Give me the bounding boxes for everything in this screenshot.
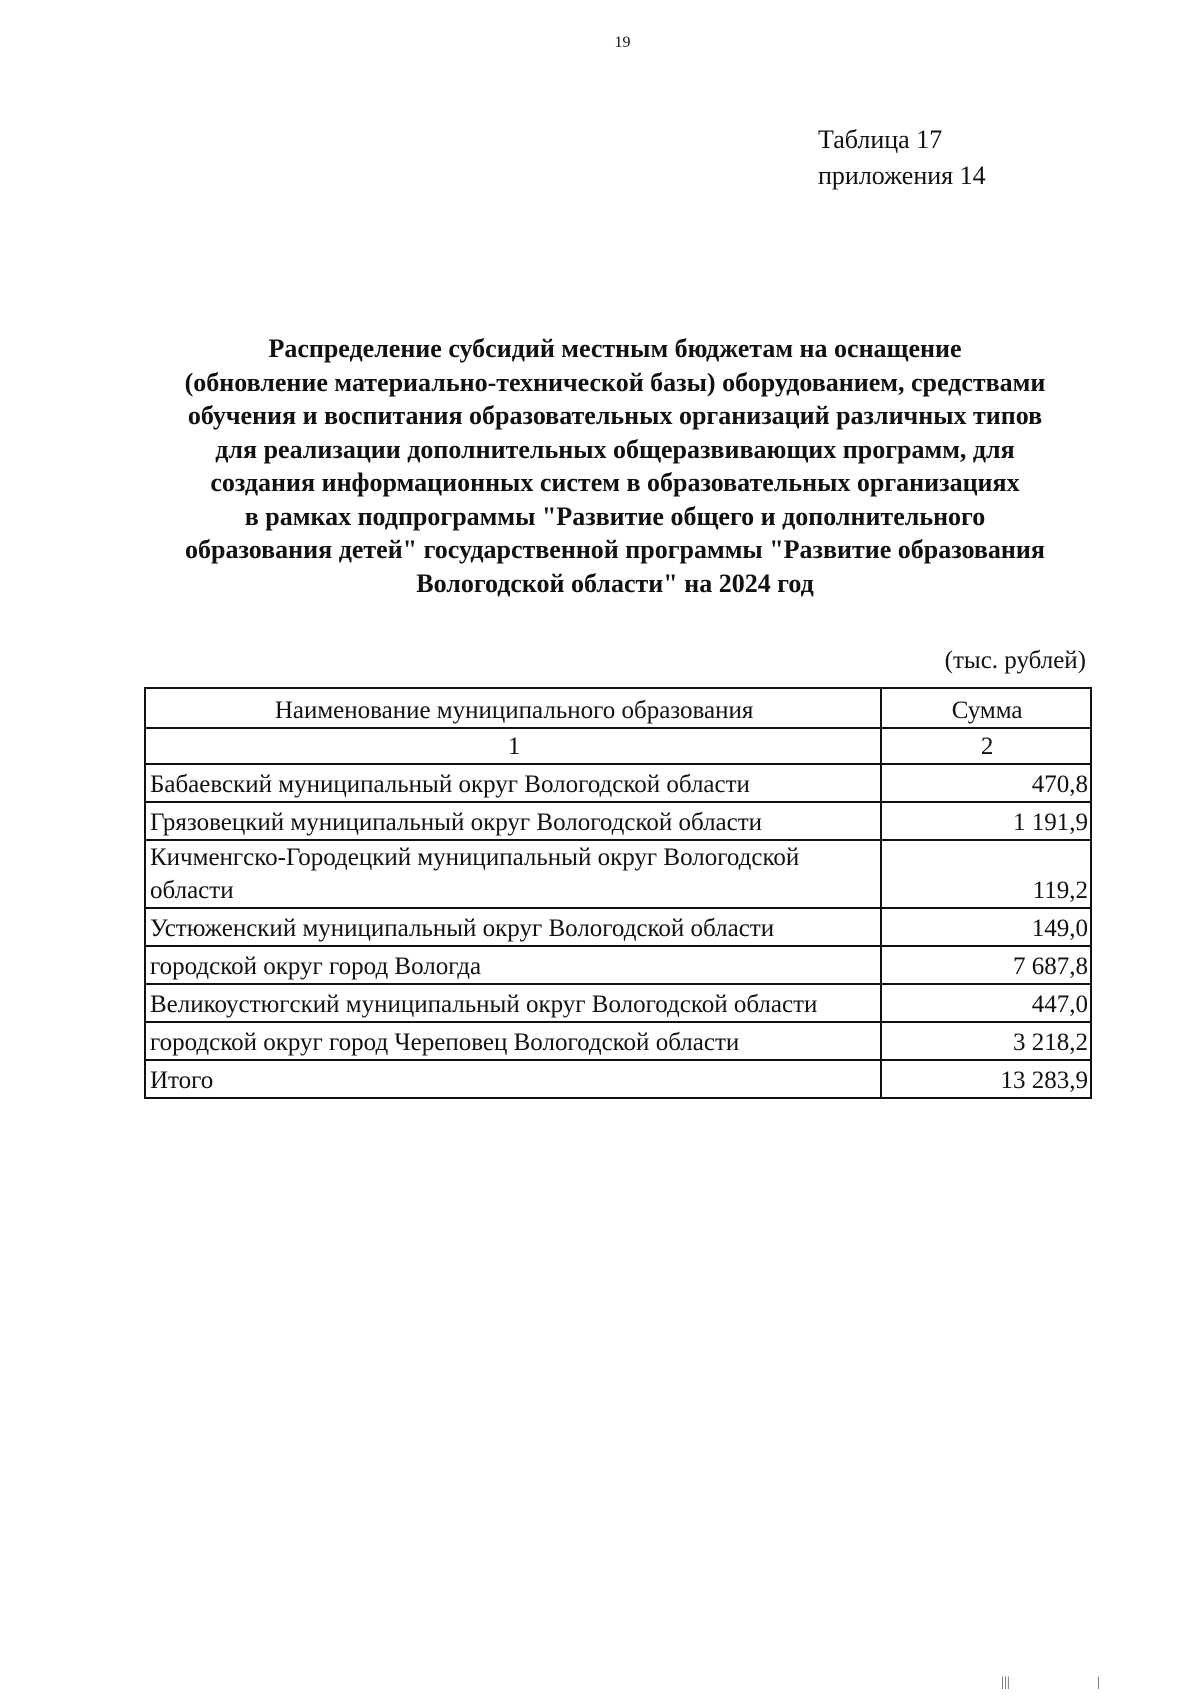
total-row [145, 1060, 1091, 1098]
municipality-name: Устюженский муниципальный округ Вологодской области [145, 908, 881, 946]
document-title [120, 332, 1110, 600]
table-row [145, 764, 1091, 802]
table-reference [818, 122, 986, 194]
subsidy-sum: 447,0 [881, 984, 1091, 1022]
table-row [145, 802, 1091, 840]
subsidy-sum: 1 191,9 [881, 802, 1091, 840]
title-line: образования детей" государственной программы "Развитие образования [185, 535, 1045, 564]
title-line: Вологодской области" на 2024 год [416, 568, 814, 598]
subsidy-sum: 149,0 [881, 908, 1091, 946]
total-sum: 13 283,9 [881, 1060, 1091, 1098]
subsidy-sum: 7 687,8 [881, 946, 1091, 984]
units-label: (тыс. рублей) [944, 647, 1086, 674]
municipality-name: городской округ город Череповец Вологодской области [145, 1022, 881, 1060]
title-line: обучения и воспитания образовательных организаций различных типов [187, 401, 1043, 430]
table-row [145, 1022, 1091, 1060]
municipality-name: Грязовецкий муниципальный округ Вологодской области [145, 802, 881, 840]
column-number: 1 [145, 728, 881, 764]
distribution-table [144, 687, 1092, 1099]
table-row [145, 840, 1091, 908]
scan-marks: ||| | [1001, 1675, 1100, 1690]
municipality-name: городской округ город Вологда [145, 946, 881, 984]
municipality-name: Кичменгско-Городецкий муниципальный округ Вологодской области [145, 840, 881, 908]
table-row [145, 984, 1091, 1022]
title-line: (обновление материально-технической базы) оборудованием, средствами [184, 367, 1046, 397]
table-reference-line2: приложения 14 [818, 161, 986, 190]
subsidy-sum: 3 218,2 [881, 1022, 1091, 1060]
title-line: для реализации дополнительных общеразвивающих программ, для [215, 434, 1015, 464]
table-header-row [145, 688, 1091, 728]
table-row [145, 946, 1091, 984]
table-reference-line1: Таблица 17 [818, 125, 943, 154]
column-number: 2 [881, 728, 1091, 764]
total-label: Итого [145, 1060, 881, 1098]
subsidy-sum: 119,2 [881, 840, 1091, 908]
header-name: Наименование муниципального образования [145, 688, 881, 728]
title-line: создания информационных систем в образовательных организациях [210, 468, 1020, 497]
title-line: в рамках подпрограммы "Развитие общего и дополнительного [244, 501, 986, 531]
table-row [145, 908, 1091, 946]
municipality-name: Великоустюгский муниципальный округ Вологодской области [145, 984, 881, 1022]
column-number-row [145, 728, 1091, 764]
municipality-name: Бабаевский муниципальный округ Вологодской области [145, 764, 881, 802]
title-line: Распределение субсидий местным бюджетам на оснащение [268, 334, 962, 363]
page-number: 19 [614, 34, 631, 51]
subsidy-sum: 470,8 [881, 764, 1091, 802]
header-sum: Сумма [881, 688, 1091, 728]
